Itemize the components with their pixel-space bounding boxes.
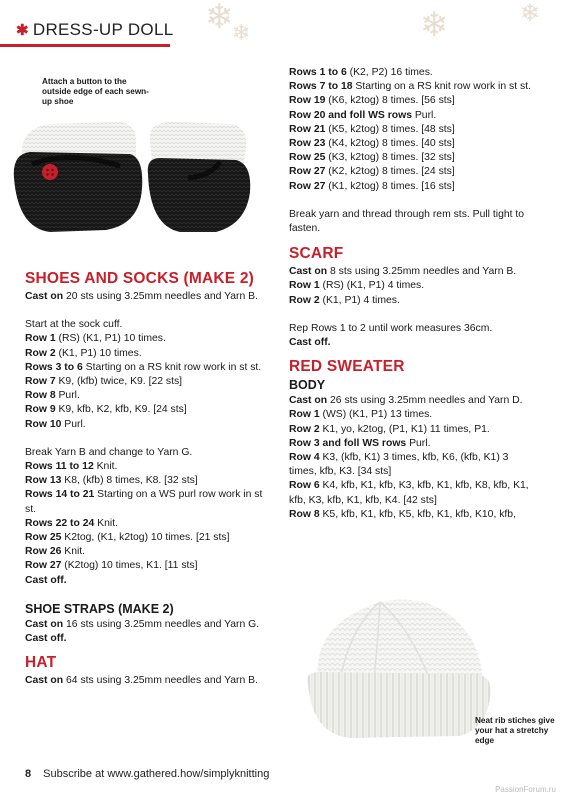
- instruction: [289, 451, 534, 479]
- instruction: [25, 545, 275, 559]
- row-text: Starting on a RS knit row work in st st.: [352, 81, 531, 93]
- row-label: Row 25: [289, 152, 326, 164]
- instruction: Start at the sock cuff.: [25, 319, 123, 331]
- instruction: [25, 574, 275, 588]
- row-text: K3, (kfb, K1) 3 times, kfb, K6, (kfb, K1) 3 times, kfb, K3. [34 sts]: [289, 452, 509, 478]
- instruction: [289, 408, 534, 422]
- instruction: [289, 265, 534, 279]
- instruction: [25, 559, 275, 573]
- section-title: [16, 20, 173, 40]
- instruction: [289, 151, 534, 165]
- row-text: Purl.: [61, 418, 86, 430]
- instruction: [289, 479, 534, 507]
- snowflake-icon: ❄: [420, 6, 449, 44]
- row-text: (K1, P1) 4 times.: [319, 294, 400, 306]
- row-label: Rows 1 to 6: [289, 67, 347, 78]
- row-text: (WS) (K1, P1) 13 times.: [319, 409, 433, 421]
- instruction-text: 20 sts using 3.25mm needles and Yarn B.: [63, 291, 258, 302]
- header-rule: [0, 44, 170, 47]
- row-label: Rows 3 to 6: [25, 361, 83, 373]
- row-text: Purl.: [406, 437, 431, 449]
- instruction: [289, 508, 534, 522]
- row-label: Row 26: [25, 546, 62, 558]
- row-text: (K4, k2tog) 8 times. [40 sts]: [325, 138, 455, 150]
- row-label: Row 8: [289, 508, 320, 520]
- instruction: [25, 389, 275, 403]
- row-label: Row 19: [289, 95, 326, 107]
- row-text: (RS) (K1, P1) 10 times.: [55, 333, 166, 345]
- instruction: [25, 474, 275, 488]
- row-label: Row 10: [25, 418, 62, 430]
- instruction: [25, 531, 275, 545]
- photo-caption: Attach a button to the outside edge of each sewn-up shoe: [42, 77, 149, 107]
- instruction: [25, 674, 275, 688]
- knitted-hat-photo: [290, 588, 500, 750]
- row-label: Row 9: [25, 404, 56, 416]
- row-text: (RS) (K1, P1) 4 times.: [319, 280, 425, 292]
- instruction: [25, 332, 275, 346]
- snowflake-icon: ❄: [232, 20, 251, 45]
- instruction: [289, 423, 534, 437]
- row-text: (K1, P1) 10 times.: [55, 347, 142, 359]
- row-label: Cast off.: [25, 633, 67, 645]
- instruction: [289, 279, 534, 293]
- page-header: [0, 0, 564, 56]
- instruction-label: Cast on: [25, 291, 64, 302]
- row-text: K1, yo, k2tog, (P1, K1) 11 times, P1.: [319, 423, 490, 435]
- row-text: (K2tog) 10 times, K1. [11 sts]: [61, 560, 198, 572]
- knitted-shoes-photo: [10, 118, 255, 248]
- section-title-text: DRESS-UP DOLL: [32, 20, 174, 39]
- left-column: [25, 270, 275, 688]
- subscribe-link[interactable]: Subscribe at www.gathered.how/simplyknitting: [43, 768, 270, 780]
- row-text: K5, kfb, K1, kfb, K5, kfb, K1, kfb, K10, kfb,: [319, 508, 516, 520]
- row-text: Knit.: [94, 517, 118, 529]
- row-label: Row 21: [289, 123, 326, 135]
- instruction: [25, 517, 275, 531]
- instruction: [25, 488, 275, 516]
- instruction: [289, 294, 534, 308]
- row-label: Row 20 and foll WS rows: [289, 109, 412, 121]
- instruction: [289, 165, 534, 179]
- row-label: Row 25: [25, 532, 62, 544]
- instruction: [289, 180, 534, 194]
- row-label: Row 2: [289, 294, 320, 306]
- sweater-subheading: BODY: [289, 378, 326, 393]
- row-label: Row 8: [25, 390, 56, 402]
- row-label: Row 27: [289, 180, 326, 192]
- hat-heading: HAT: [25, 654, 57, 672]
- instruction-text: 26 sts using 3.25mm needles and Yarn D.: [327, 395, 523, 407]
- scarf-heading: SCARF: [289, 245, 344, 263]
- instruction: [289, 66, 534, 80]
- instruction: [289, 80, 534, 94]
- row-text: (K6, k2tog) 8 times. [56 sts]: [325, 95, 455, 107]
- instruction-label: Cast on: [289, 266, 328, 278]
- instruction: Break yarn and thread through rem sts. Pull tight to fasten.: [289, 208, 525, 235]
- row-text: Purl.: [55, 390, 80, 402]
- row-label: Row 2: [289, 423, 320, 435]
- row-text: Starting on a WS purl row work in st st.: [25, 489, 263, 515]
- row-label: Cast off.: [289, 337, 331, 349]
- row-label: Row 3 and foll WS rows: [289, 437, 407, 449]
- right-column: [289, 66, 534, 522]
- page-number: 8: [25, 768, 32, 780]
- instruction: [25, 403, 275, 417]
- asterisk-icon: ✱: [16, 22, 29, 39]
- row-text: K9, kfb, K2, kfb, K9. [24 sts]: [55, 404, 187, 416]
- row-label: Row 7: [25, 376, 56, 388]
- instruction: [289, 394, 534, 408]
- instruction: [25, 375, 275, 389]
- instruction: [289, 137, 534, 151]
- row-label: Row 23: [289, 138, 326, 150]
- instruction: [289, 109, 534, 123]
- row-label: Row 6: [289, 480, 320, 492]
- instruction-text: 64 sts using 3.25mm needles and Yarn B.: [63, 675, 258, 687]
- instruction: [289, 94, 534, 108]
- row-label: Row 13: [25, 475, 62, 487]
- instruction: [25, 290, 275, 304]
- instruction-label: Cast on: [289, 395, 328, 407]
- snowflake-icon: ❄: [205, 0, 234, 36]
- row-text: K8, (kfb) 8 times, K8. [32 sts]: [61, 475, 198, 487]
- instruction: [25, 618, 275, 632]
- row-label: Rows 7 to 18: [289, 81, 353, 93]
- snowflake-icon: ❄: [520, 0, 541, 27]
- instruction: [289, 437, 534, 451]
- row-label: Rows 11 to 12: [25, 461, 94, 473]
- row-label: Cast off.: [25, 574, 67, 586]
- row-text: (K5, k2tog) 8 times. [48 sts]: [325, 123, 455, 135]
- instruction: [25, 347, 275, 361]
- row-label: Row 27: [289, 166, 326, 178]
- row-label: Row 27: [25, 560, 62, 572]
- row-text: (K2, k2tog) 8 times. [24 sts]: [325, 166, 455, 178]
- row-text: (K1, k2tog) 8 times. [16 sts]: [325, 180, 455, 192]
- instruction: [289, 123, 534, 137]
- row-text: Knit.: [61, 546, 86, 558]
- instruction: [289, 336, 534, 350]
- row-label: Row 4: [289, 452, 320, 464]
- instruction-label: Cast on: [25, 618, 64, 630]
- instruction: [25, 632, 275, 646]
- row-label: Row 1: [289, 409, 320, 421]
- row-label: Row 2: [25, 347, 56, 359]
- shoes-heading: SHOES AND SOCKS (MAKE 2): [25, 270, 254, 287]
- watermark: PassionForum.ru: [495, 785, 556, 794]
- row-label: Rows 22 to 24: [25, 517, 95, 529]
- instruction: [25, 418, 275, 432]
- row-label: Row 1: [25, 333, 56, 345]
- row-label: Row 1: [289, 280, 320, 292]
- sweater-heading: RED SWEATER: [289, 358, 405, 376]
- row-text: (K3, k2tog) 8 times. [32 sts]: [325, 152, 455, 164]
- row-text: K4, kfb, K1, kfb, K3, kfb, K1, kfb, K8, kfb, K1, kfb, K3, kfb, K1, kfb, K4. [42 sts]: [289, 480, 529, 506]
- instruction-label: Cast on: [25, 675, 64, 687]
- instruction: [25, 460, 275, 474]
- row-text: (K2, P2) 16 times.: [346, 67, 433, 78]
- instruction-text: 16 sts using 3.25mm needles and Yarn G.: [63, 618, 260, 630]
- straps-heading: SHOE STRAPS (MAKE 2): [25, 601, 174, 616]
- instruction: [25, 361, 275, 375]
- row-text: Starting on a RS knit row work in st st.: [82, 361, 262, 373]
- row-text: K9, (kfb) twice, K9. [22 sts]: [55, 376, 183, 388]
- instruction-text: 8 sts using 3.25mm needles and Yarn B.: [327, 266, 517, 278]
- row-text: Purl.: [411, 109, 437, 121]
- photo-caption: Neat rib stiches give your hat a stretchy edge: [475, 716, 555, 746]
- row-label: Rows 14 to 21: [25, 489, 95, 501]
- instruction: Break Yarn B and change to Yarn G.: [25, 446, 193, 458]
- row-text: Knit.: [93, 461, 118, 473]
- row-text: K2tog, (K1, k2tog) 10 times. [21 sts]: [61, 532, 230, 544]
- instruction: Rep Rows 1 to 2 until work measures 36cm.: [289, 322, 493, 334]
- page-footer: [25, 768, 269, 780]
